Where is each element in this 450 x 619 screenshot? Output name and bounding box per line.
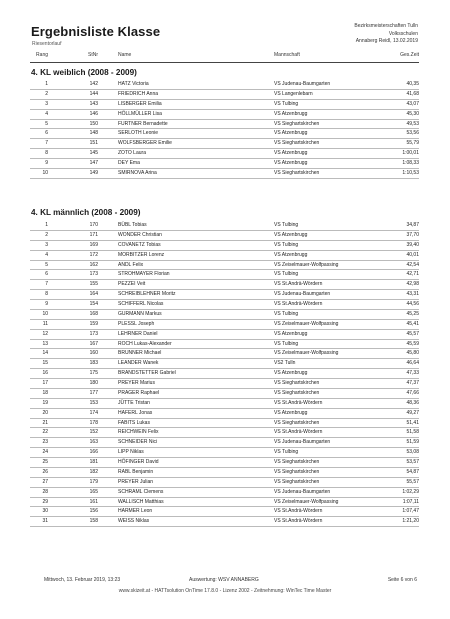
cell-stnr: 180 — [89, 380, 98, 386]
table-row — [30, 488, 419, 498]
cell-time: 53,56 — [406, 130, 419, 137]
cell-team: VS Tulbing — [274, 310, 299, 317]
cell-time: 51,59 — [406, 439, 419, 446]
cell-rang: 26 — [42, 468, 48, 475]
cell-name: PEZZEI Veit — [118, 281, 146, 288]
row-divider — [30, 526, 419, 527]
table-row — [30, 221, 419, 231]
cell-stnr: 160 — [89, 350, 98, 357]
table-row — [30, 340, 419, 350]
cell-stnr: 153 — [89, 399, 98, 406]
cell-team: VS Sieghartskirchen — [274, 169, 320, 176]
event-category: Volksschulen — [388, 30, 418, 37]
cell-time: 45,41 — [406, 320, 419, 327]
cell-time: 43,07 — [406, 100, 419, 107]
cell-time: 42,71 — [406, 271, 419, 278]
table-row — [30, 290, 419, 300]
event-info — [354, 23, 418, 46]
cell-time: 41,68 — [406, 90, 419, 97]
cell-time: 54,87 — [406, 468, 419, 475]
cell-name: SCHRAML Clemens — [118, 488, 164, 495]
cell-stnr: 175 — [89, 370, 98, 377]
cell-stnr: 154 — [89, 301, 98, 307]
table-row — [30, 261, 419, 271]
cell-stnr: 165 — [89, 488, 98, 495]
cell-rang: 28 — [42, 488, 48, 495]
cell-team: VS St.Andrä-Wördern — [274, 281, 323, 288]
cell-name: ZOTO Laura — [118, 150, 146, 157]
cell-name: FRIEDRICH Anna — [118, 90, 159, 97]
cell-time: 42,54 — [406, 261, 419, 268]
cell-time: 40,01 — [406, 251, 419, 258]
cell-stnr: 158 — [89, 518, 98, 525]
cell-time: 47,33 — [406, 370, 419, 377]
cell-name: HATZ Victoria — [118, 81, 149, 87]
cell-time: 40,35 — [406, 81, 419, 87]
table-row — [30, 448, 419, 458]
cell-rang: 30 — [42, 508, 48, 515]
cell-time: 53,08 — [406, 449, 419, 456]
table-row — [30, 409, 419, 419]
cell-time: 45,25 — [406, 310, 419, 317]
cell-stnr: 178 — [89, 419, 98, 426]
cell-time: 47,37 — [406, 380, 419, 386]
cell-time: 46,64 — [406, 360, 419, 367]
table-row — [30, 129, 419, 139]
table-row — [30, 80, 419, 90]
cell-name: SCHIFFERL Nicolas — [118, 301, 164, 307]
cell-name: HÖFINGER David — [118, 459, 159, 465]
table-row — [30, 369, 419, 379]
table-row — [30, 517, 419, 527]
cell-rang: 5 — [45, 120, 48, 127]
cell-name: PREYER Julian — [118, 478, 154, 485]
cell-stnr: 174 — [89, 409, 98, 416]
cell-rang: 21 — [42, 419, 48, 426]
cell-name: GURMANN Markus — [118, 310, 162, 317]
cell-rang: 29 — [42, 498, 48, 505]
cell-time: 45,30 — [406, 110, 419, 117]
results-table-boys — [30, 221, 419, 527]
footer-credits: www.skizeit.at - HATTsolution OnTime 17.8.0 - Lizenz 2002 - Zeitnehmung: WinTec Time Master — [118, 588, 332, 594]
table-row — [30, 139, 419, 149]
footer-evaluation: Auswertung: WSV ANNABERG — [189, 577, 259, 583]
table-row — [30, 169, 419, 179]
cell-rang: 4 — [45, 251, 48, 258]
cell-name: SCHNEIDER Nici — [118, 439, 158, 446]
cell-team: VS Sieghartskirchen — [274, 120, 320, 127]
cell-team: VS Sieghartskirchen — [274, 478, 320, 485]
table-row — [30, 300, 419, 310]
cell-time: 49,53 — [406, 120, 419, 127]
cell-stnr: 181 — [89, 459, 98, 465]
table-row — [30, 349, 419, 359]
cell-team: VS Atzenbrugg — [274, 160, 308, 166]
cell-team: VS Judenau-Baumgarten — [274, 291, 331, 298]
cell-name: PRAGER Raphael — [118, 389, 160, 396]
cell-team: VS Sieghartskirchen — [274, 468, 320, 475]
cell-rang: 9 — [45, 160, 48, 166]
cell-rang: 11 — [42, 320, 48, 327]
cell-rang: 7 — [45, 281, 48, 288]
cell-name: HAFERL Jonas — [118, 409, 153, 416]
cell-time: 1:10,53 — [402, 169, 419, 176]
cell-time: 44,56 — [406, 301, 419, 307]
cell-name: DEY Ema — [118, 160, 140, 166]
cell-rang: 20 — [42, 409, 48, 416]
cell-name: COVANETZ Tobias — [118, 241, 161, 248]
cell-stnr: 172 — [89, 251, 98, 258]
table-row — [30, 110, 419, 120]
cell-rang: 19 — [42, 399, 48, 406]
cell-rang: 2 — [45, 231, 48, 238]
cell-name: WONDER Christian — [118, 231, 162, 238]
results-table-girls — [30, 80, 419, 179]
table-row — [30, 270, 419, 280]
cell-team: VS Atzenbrugg — [274, 231, 308, 238]
cell-team: VS Tulbing — [274, 222, 299, 228]
cell-team: VS Sieghartskirchen — [274, 459, 320, 465]
cell-team: VS Tulbing — [274, 340, 299, 347]
cell-stnr: 143 — [89, 100, 98, 107]
cell-stnr: 167 — [89, 340, 98, 347]
row-divider — [30, 178, 419, 179]
cell-stnr: 170 — [89, 222, 98, 228]
cell-team: VS Zeiselmauer-Wolfpassing — [274, 498, 339, 505]
table-row — [30, 399, 419, 409]
cell-stnr: 173 — [89, 271, 98, 278]
cell-stnr: 179 — [89, 478, 98, 485]
cell-stnr: 146 — [89, 110, 98, 117]
cell-name: SERLOTH Leonie — [118, 130, 159, 137]
table-row — [30, 280, 419, 290]
cell-name: BÜBL Tobias — [118, 222, 147, 228]
table-row — [30, 320, 419, 330]
cell-team: VS St.Andrä-Wördern — [274, 518, 323, 525]
cell-time: 1:21,20 — [402, 518, 419, 525]
cell-rang: 15 — [42, 360, 48, 367]
cell-rang: 1 — [45, 81, 48, 87]
cell-time: 45,59 — [406, 340, 419, 347]
cell-time: 37,70 — [406, 231, 419, 238]
cell-stnr: 173 — [89, 330, 98, 337]
cell-team: VS Sieghartskirchen — [274, 140, 320, 147]
cell-stnr: 163 — [89, 439, 98, 446]
cell-stnr: 156 — [89, 508, 98, 515]
table-row — [30, 120, 419, 130]
cell-team: VS Sieghartskirchen — [274, 380, 320, 386]
cell-stnr: 169 — [89, 241, 98, 248]
cell-team: VS Zeiselmauer-Wolfpassing — [274, 350, 339, 357]
cell-team: VS Atzenbrugg — [274, 370, 308, 377]
cell-time: 43,31 — [406, 291, 419, 298]
cell-rang: 31 — [42, 518, 48, 525]
cell-time: 42,98 — [406, 281, 419, 288]
cell-name: LEHRNER Daniel — [118, 330, 158, 337]
cell-stnr: 142 — [89, 81, 98, 87]
table-row — [30, 468, 419, 478]
cell-rang: 22 — [42, 429, 48, 436]
cell-rang: 9 — [45, 301, 48, 307]
cell-rang: 8 — [45, 291, 48, 298]
cell-stnr: 161 — [89, 498, 98, 505]
cell-team: VS Zeiselmauer-Wolfpassing — [274, 261, 339, 268]
table-row — [30, 458, 419, 468]
cell-time: 1:07,11 — [402, 498, 419, 505]
cell-team: VS Atzenbrugg — [274, 409, 308, 416]
cell-team: VS St.Andrä-Wördern — [274, 429, 323, 436]
cell-name: FABITS Lukas — [118, 419, 150, 426]
cell-time: 47,66 — [406, 389, 419, 396]
cell-name: REICHWEIN Felix — [118, 429, 159, 436]
col-name: Name — [118, 52, 132, 58]
cell-name: LISBERGER Emilia — [118, 100, 162, 107]
cell-rang: 16 — [42, 370, 48, 377]
cell-time: 1:00,01 — [402, 150, 419, 157]
cell-stnr: 168 — [89, 310, 98, 317]
cell-time: 1:07,47 — [402, 508, 419, 515]
cell-rang: 25 — [42, 459, 48, 465]
discipline-label: Riesentorlauf — [32, 41, 62, 47]
cell-time: 49,27 — [406, 409, 419, 416]
cell-name: BRANDSTETTER Gabriel — [118, 370, 176, 377]
cell-team: VS St.Andrä-Wördern — [274, 508, 323, 515]
cell-team: VS Atzenbrugg — [274, 110, 308, 117]
cell-name: HARMER Leon — [118, 508, 153, 515]
table-row — [30, 100, 419, 110]
cell-rang: 3 — [45, 241, 48, 248]
cell-stnr: 182 — [89, 468, 98, 475]
cell-stnr: 166 — [89, 449, 98, 456]
cell-rang: 23 — [42, 439, 48, 446]
cell-team: VS Judenau-Baumgarten — [274, 488, 331, 495]
cell-stnr: 144 — [89, 90, 98, 97]
section-title-boys: 4. KL männlich (2008 - 2009) — [31, 208, 141, 217]
table-row — [30, 419, 419, 429]
table-row — [30, 330, 419, 340]
cell-stnr: 148 — [89, 130, 98, 137]
page-title: Ergebnisliste Klasse — [31, 24, 161, 39]
cell-name: ANDL Felix — [118, 261, 144, 268]
table-row — [30, 359, 419, 369]
cell-name: LEANDER Wanek — [118, 360, 159, 367]
cell-rang: 17 — [42, 380, 48, 386]
footer-page-number: Seite 6 von 6 — [387, 577, 417, 583]
cell-name: STROHMAYER Florian — [118, 271, 170, 278]
cell-rang: 1 — [45, 222, 48, 228]
cell-time: 51,41 — [406, 419, 419, 426]
table-row — [30, 379, 419, 389]
cell-rang: 6 — [45, 271, 48, 278]
cell-time: 1:08,33 — [402, 160, 419, 166]
cell-time: 51,58 — [406, 429, 419, 436]
cell-team: VS2 Tulln — [274, 360, 296, 367]
cell-rang: 14 — [42, 350, 48, 357]
cell-time: 55,79 — [406, 140, 419, 147]
col-time: Ges.Zeit — [400, 52, 419, 58]
cell-rang: 27 — [42, 478, 48, 485]
cell-name: BRUNNER Michael — [118, 350, 162, 357]
cell-rang: 4 — [45, 110, 48, 117]
cell-name: FURTNER Bernadette — [118, 120, 168, 127]
cell-team: VS Atzenbrugg — [274, 130, 308, 137]
cell-stnr: 162 — [89, 261, 98, 268]
cell-team: VS Tulbing — [274, 271, 299, 278]
table-row — [30, 498, 419, 508]
cell-stnr: 155 — [89, 281, 98, 288]
cell-stnr: 145 — [89, 150, 98, 157]
cell-team: VS Tulbing — [274, 241, 299, 248]
cell-stnr: 177 — [89, 389, 98, 396]
table-row — [30, 478, 419, 488]
cell-name: SMIRNOVA Arina — [118, 169, 157, 176]
cell-team: VS St.Andrä-Wördern — [274, 301, 323, 307]
cell-team: VS Judenau-Baumgarten — [274, 439, 331, 446]
cell-stnr: 159 — [89, 320, 98, 327]
cell-rang: 2 — [45, 90, 48, 97]
cell-stnr: 171 — [89, 231, 98, 238]
event-place-date: Annaberg Reidl, 13.02.2019 — [355, 38, 418, 45]
cell-name: SCHREIBLEHNER Moritz — [118, 291, 176, 298]
cell-stnr: 164 — [89, 291, 98, 298]
cell-rang: 12 — [42, 330, 48, 337]
cell-name: ROCH Lukas-Alexander — [118, 340, 172, 347]
cell-name: RABL Benjamin — [118, 468, 154, 475]
table-row — [30, 310, 419, 320]
cell-rang: 18 — [42, 389, 48, 396]
table-row — [30, 428, 419, 438]
cell-team: VS Zeiselmauer-Wolfpassing — [274, 320, 339, 327]
section-title-girls: 4. KL weiblich (2008 - 2009) — [31, 68, 137, 77]
cell-time: 1:02,29 — [402, 488, 419, 495]
cell-team: VS Tulbing — [274, 449, 299, 456]
col-rang: Rang — [36, 52, 48, 58]
cell-team: VS Sieghartskirchen — [274, 419, 320, 426]
col-stnr: StNr — [88, 52, 98, 58]
table-row — [30, 159, 419, 169]
cell-team: VS Atzenbrugg — [274, 330, 308, 337]
cell-stnr: 151 — [89, 140, 98, 147]
cell-time: 55,57 — [406, 478, 419, 485]
cell-rang: 24 — [42, 449, 48, 456]
cell-time: 48,36 — [406, 399, 419, 406]
table-row — [30, 389, 419, 399]
cell-team: VS Tulbing — [274, 100, 299, 107]
cell-team: VS Atzenbrugg — [274, 150, 308, 157]
cell-team: VS Langenlebarn — [274, 90, 313, 97]
table-row — [30, 438, 419, 448]
cell-team: VS Judenau-Baumgarten — [274, 81, 331, 87]
cell-team: VS St.Andrä-Wördern — [274, 399, 323, 406]
cell-rang: 10 — [42, 169, 48, 176]
cell-name: PLESSL Joseph — [118, 320, 155, 327]
table-row — [30, 241, 419, 251]
cell-stnr: 149 — [89, 169, 98, 176]
table-row — [30, 149, 419, 159]
cell-stnr: 147 — [89, 160, 98, 166]
cell-time: 45,57 — [406, 330, 419, 337]
cell-name: MORBITZER Lorenz — [118, 251, 165, 258]
cell-team: VS Atzenbrugg — [274, 251, 308, 258]
table-row — [30, 251, 419, 261]
cell-rang: 10 — [42, 310, 48, 317]
table-row — [30, 507, 419, 517]
cell-rang: 5 — [45, 261, 48, 268]
footer-date: Mittwoch, 13. Februar 2019, 13:23 — [44, 577, 121, 583]
cell-stnr: 183 — [89, 360, 98, 367]
event-name: Bezirksmeisterschaften Tulln — [354, 23, 418, 29]
cell-name: WOLFSBERGER Emilie — [118, 140, 172, 147]
header-divider — [30, 62, 419, 63]
cell-time: 39,40 — [406, 241, 419, 248]
table-row — [30, 90, 419, 100]
cell-rang: 6 — [45, 130, 48, 137]
cell-rang: 8 — [45, 150, 48, 157]
cell-time: 45,80 — [406, 350, 419, 357]
cell-name: HÖLLMÜLLER Lisa — [118, 110, 162, 117]
cell-team: VS Sieghartskirchen — [274, 389, 320, 396]
col-team: Mannschaft — [274, 52, 300, 58]
cell-rang: 7 — [45, 140, 48, 147]
cell-name: WALLISCH Matthias — [118, 498, 164, 505]
cell-time: 34,87 — [406, 222, 419, 228]
cell-stnr: 150 — [89, 120, 98, 127]
cell-name: JÜTTE Tristan — [118, 399, 150, 406]
cell-name: LIPP Niklas — [118, 449, 144, 456]
cell-rang: 3 — [45, 100, 48, 107]
cell-name: PREYER Marius — [118, 380, 155, 386]
table-row — [30, 231, 419, 241]
cell-rang: 13 — [42, 340, 48, 347]
cell-time: 53,57 — [406, 459, 419, 465]
cell-stnr: 152 — [89, 429, 98, 436]
cell-name: WEISS Niklas — [118, 518, 150, 525]
